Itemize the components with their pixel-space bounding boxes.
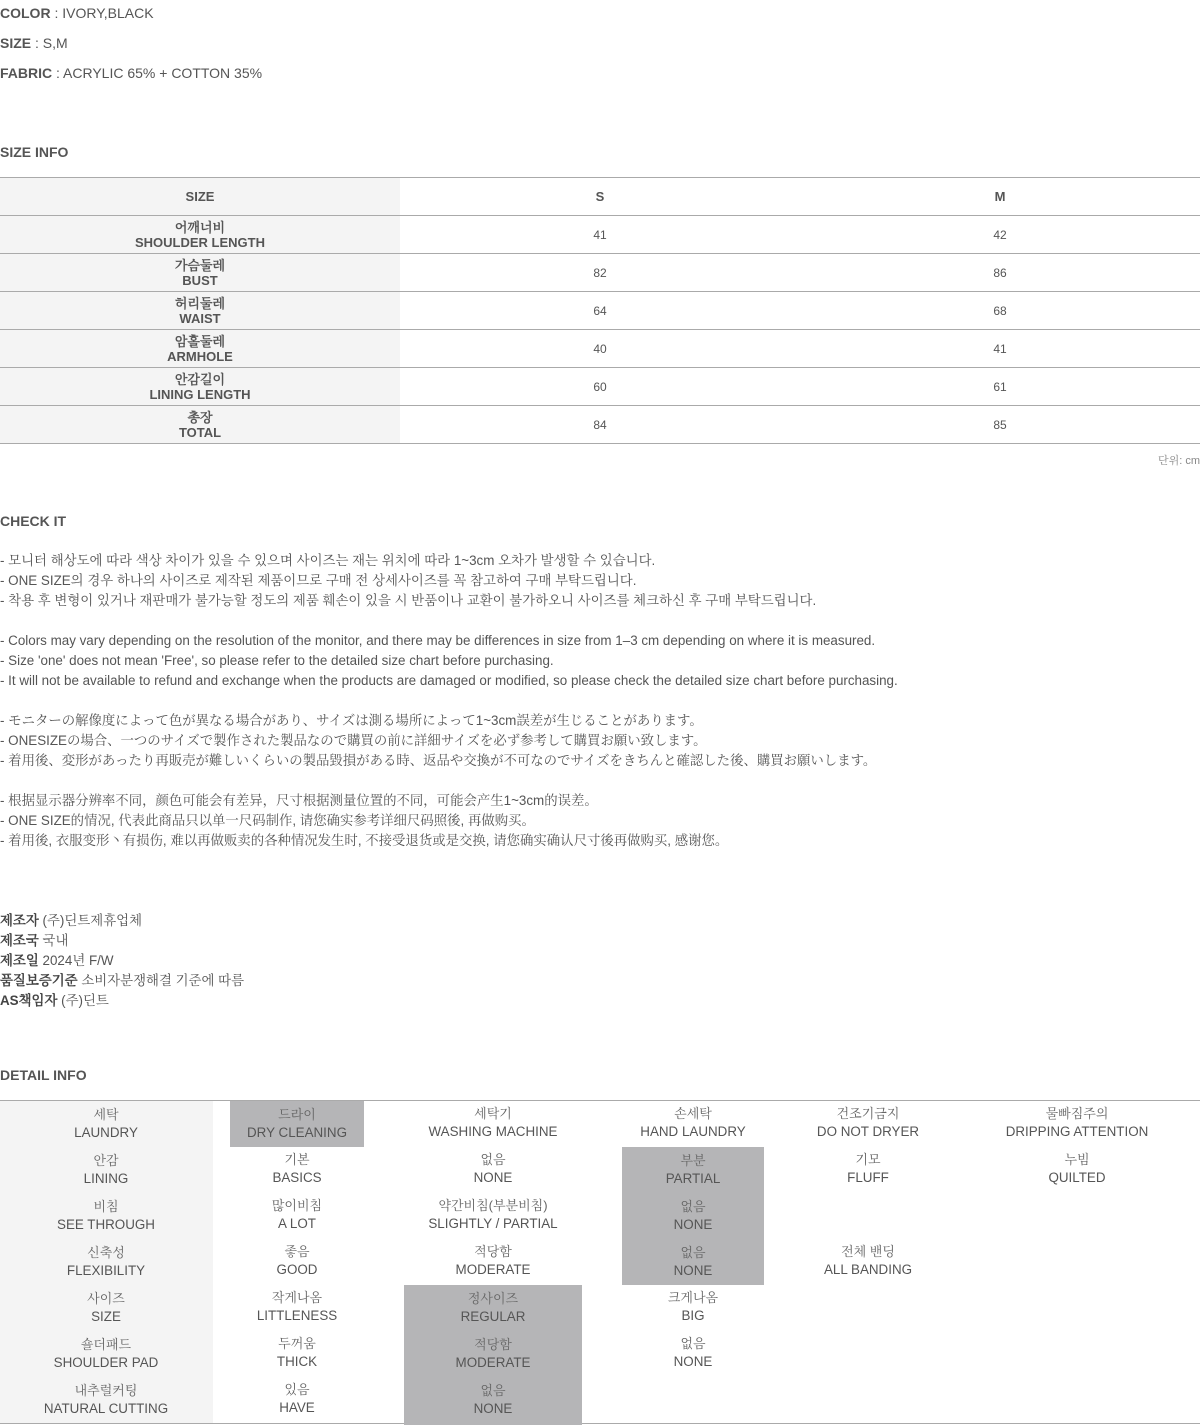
- maker-value: 소비자분쟁해결 기준에 따름: [77, 973, 245, 988]
- value-s: 60: [400, 368, 800, 406]
- option-kr: 없음: [480, 1152, 506, 1167]
- value-m: 41: [800, 330, 1200, 368]
- value-s: 82: [400, 254, 800, 292]
- note-line: - Size 'one' does not mean 'Free', so please refer to the detailed size chart before purchasing.: [0, 653, 554, 668]
- maker-label: 제조일: [0, 953, 39, 968]
- option-en: SLIGHTLY / PARTIAL: [428, 1216, 558, 1231]
- spec-value: : ACRYLIC 65% + COTTON 35%: [52, 65, 263, 81]
- option-kr: 세탁기: [474, 1106, 512, 1121]
- note-line: - 根据显示器分辨率不同，颜色可能会有差异，尺寸根据测量位置的不同，可能会产生1~3cm的误差。: [0, 793, 598, 808]
- option-kr: 손세탁: [674, 1106, 712, 1121]
- label-en: SHOULDER PAD: [53, 1355, 159, 1370]
- detail-option: [967, 1105, 1187, 1141]
- value-s: 64: [400, 292, 800, 330]
- option-kr: 많이비침: [271, 1198, 323, 1213]
- row-label: [0, 406, 400, 444]
- detail-option: [187, 1289, 407, 1325]
- option-kr: 없음: [680, 1199, 706, 1214]
- option-en: MODERATE: [455, 1355, 531, 1370]
- option-en: HAND LAUNDRY: [640, 1124, 746, 1139]
- value-s: 40: [400, 330, 800, 368]
- maker-label: 제조자: [0, 913, 39, 928]
- note-line: - It will not be available to refund and exchange when the products are damaged or modified, so please check the detailed size chart before purchasing.: [0, 673, 898, 688]
- value-m: 42: [800, 216, 1200, 254]
- row-label-kr: 허리둘레: [174, 295, 226, 311]
- row-label: [0, 254, 400, 292]
- detail-option: [187, 1335, 407, 1371]
- note-line: - Colors may vary depending on the resolution of the monitor, and there may be differences in size from 1–3 cm depending on where it is measured.: [0, 633, 876, 648]
- row-label-kr: 어깨너비: [174, 219, 226, 235]
- spec-label: COLOR: [0, 5, 51, 21]
- row-label: [0, 330, 400, 368]
- size-info-title: SIZE INFO: [0, 144, 69, 160]
- table-row: [0, 406, 1200, 444]
- detail-option: [583, 1335, 803, 1371]
- note-line: - モニターの解像度によって色が異なる場合があり、サイズは測る場所によって1~3cm誤差が生じることがあります。: [0, 713, 703, 728]
- size-table-header: [0, 178, 1200, 216]
- option-en: NONE: [673, 1354, 713, 1369]
- spec-label: FABRIC: [0, 65, 53, 81]
- option-kr: 없음: [480, 1383, 506, 1398]
- detail-option: [187, 1106, 407, 1142]
- label-en: SIZE: [91, 1309, 121, 1324]
- value-s: 84: [400, 406, 800, 444]
- row-label-en: ARMHOLE: [167, 348, 233, 364]
- table-row: [0, 292, 1200, 330]
- note-line: - 착용 후 변형이 있거나 재판매가 불가능할 정도의 제품 훼손이 있을 시 반품이나 교환이 불가하오니 사이즈를 체크하신 후 구매 부탁드립니다.: [0, 593, 817, 608]
- label-kr: 비침: [93, 1199, 119, 1214]
- option-en: LITTLENESS: [256, 1308, 338, 1323]
- label-kr: 신축성: [87, 1245, 125, 1260]
- option-kr: 작게나옴: [271, 1290, 323, 1305]
- row-label-en: TOTAL: [178, 424, 222, 440]
- detail-option: [383, 1382, 603, 1418]
- check-it-title: CHECK IT: [0, 513, 67, 529]
- notes-cn: [0, 791, 728, 851]
- label-en: FLEXIBILITY: [66, 1263, 146, 1278]
- detail-option: [758, 1243, 978, 1279]
- notes-kr: [0, 551, 816, 611]
- detail-option: [187, 1243, 407, 1279]
- detail-option: [758, 1105, 978, 1141]
- detail-row-label: [0, 1336, 216, 1372]
- label-kr: 내추럴커팅: [74, 1383, 138, 1398]
- row-label: [0, 216, 400, 254]
- option-en: PARTIAL: [665, 1171, 721, 1186]
- unit-label: 단위: cm: [1157, 455, 1200, 467]
- option-kr: 약간비침(부분비침): [438, 1198, 548, 1213]
- option-en: DO NOT DRYER: [816, 1124, 920, 1139]
- detail-option: [187, 1151, 407, 1187]
- detail-row-label: [0, 1106, 216, 1142]
- option-kr: 있음: [284, 1382, 310, 1397]
- maker-info: [0, 911, 244, 1011]
- option-kr: 없음: [680, 1245, 706, 1260]
- maker-line: [0, 951, 244, 971]
- maker-value: 국내: [38, 933, 69, 948]
- spec-value: : IVORY,BLACK: [50, 5, 154, 21]
- value-m: 85: [800, 406, 1200, 444]
- label-en: NATURAL CUTTING: [43, 1401, 169, 1416]
- option-en: NONE: [673, 1263, 713, 1278]
- option-kr: 누빔: [1064, 1152, 1090, 1167]
- value-s: 41: [400, 216, 800, 254]
- spec-label: SIZE: [0, 35, 32, 51]
- option-kr: 기모: [855, 1152, 881, 1167]
- row-label-en: WAIST: [179, 310, 221, 326]
- maker-value: (주)딘트제휴업체: [38, 913, 142, 928]
- option-en: BIG: [681, 1308, 705, 1323]
- table-row: [0, 368, 1200, 406]
- option-kr: 크게나옴: [667, 1290, 719, 1305]
- detail-option: [383, 1197, 603, 1233]
- detail-info-title: DETAIL INFO: [0, 1067, 87, 1083]
- header-size: SIZE: [0, 178, 400, 216]
- detail-row-label: [0, 1382, 216, 1418]
- row-label-kr: 암홀둘레: [174, 333, 226, 349]
- row-label-en: SHOULDER LENGTH: [135, 234, 265, 250]
- maker-line: [0, 911, 244, 931]
- detail-option: [187, 1197, 407, 1233]
- maker-line: [0, 931, 244, 951]
- option-kr: 적당함: [474, 1244, 512, 1259]
- detail-option: [383, 1151, 603, 1187]
- option-en: GOOD: [276, 1262, 318, 1277]
- option-en: QUILTED: [1048, 1170, 1106, 1185]
- detail-option: [583, 1198, 803, 1234]
- detail-option: [383, 1243, 603, 1279]
- option-kr: 물빠짐주의: [1045, 1106, 1109, 1121]
- option-kr: 부분: [680, 1153, 706, 1168]
- detail-option: [187, 1381, 407, 1417]
- option-kr: 두꺼움: [278, 1336, 316, 1351]
- option-en: NONE: [673, 1217, 713, 1232]
- detail-grid: [0, 1100, 1200, 1424]
- value-m: 68: [800, 292, 1200, 330]
- option-en: ALL BANDING: [823, 1262, 913, 1277]
- maker-value: 2024년 F/W: [38, 953, 114, 968]
- option-kr: 건조기금지: [836, 1106, 900, 1121]
- header-m: M: [800, 178, 1200, 216]
- maker-label: 품질보증기준: [0, 973, 78, 988]
- spec-color: [0, 5, 154, 21]
- detail-row-label: [0, 1290, 216, 1326]
- option-kr: 정사이즈: [467, 1291, 519, 1306]
- maker-line: [0, 971, 244, 991]
- label-en: LINING: [83, 1171, 129, 1186]
- detail-option: [758, 1151, 978, 1187]
- label-kr: 세탁: [93, 1107, 119, 1122]
- label-en: LAUNDRY: [74, 1125, 138, 1140]
- option-en: DRY CLEANING: [247, 1125, 347, 1140]
- option-en: HAVE: [279, 1400, 315, 1415]
- label-kr: 숄더패드: [80, 1337, 132, 1352]
- row-label-kr: 가슴둘레: [174, 257, 226, 273]
- option-en: NONE: [473, 1170, 513, 1185]
- value-m: 86: [800, 254, 1200, 292]
- value-m: 61: [800, 368, 1200, 406]
- detail-option: [383, 1336, 603, 1372]
- option-kr: 좋음: [284, 1244, 310, 1259]
- option-en: DRIPPING ATTENTION: [1005, 1124, 1149, 1139]
- detail-row-label: [0, 1244, 216, 1280]
- option-en: MODERATE: [455, 1262, 531, 1277]
- spec-value: : S,M: [31, 35, 68, 51]
- option-en: NONE: [473, 1401, 513, 1416]
- option-kr: 기본: [284, 1152, 310, 1167]
- header-s: S: [400, 178, 800, 216]
- detail-row-label: [0, 1198, 216, 1234]
- row-label-en: BUST: [182, 272, 218, 288]
- notes-en: [0, 631, 898, 691]
- note-line: - ONE SIZE的情况, 代表此商品只以单一尺码制作, 请您确实参考详细尺码照後, 再做购买。: [0, 813, 535, 828]
- option-kr: 없음: [680, 1336, 706, 1351]
- maker-value: (주)딘트: [57, 993, 109, 1008]
- detail-option: [383, 1105, 603, 1141]
- option-kr: 전체 밴딩: [841, 1244, 895, 1259]
- row-label-kr: 총장: [187, 409, 213, 425]
- option-en: BASICS: [272, 1170, 322, 1185]
- option-en: FLUFF: [847, 1170, 889, 1185]
- maker-label: AS책임자: [0, 993, 58, 1008]
- spec-fabric: [0, 65, 262, 81]
- option-en: A LOT: [278, 1216, 316, 1231]
- detail-row-label: [0, 1152, 216, 1188]
- size-table: [0, 177, 1200, 444]
- table-row: [0, 216, 1200, 254]
- row-label: [0, 368, 400, 406]
- maker-label: 제조국: [0, 933, 39, 948]
- row-label-kr: 안감길이: [174, 371, 226, 387]
- note-line: - 모니터 해상도에 따라 색상 차이가 있을 수 있으며 사이즈는 재는 위치에 따라 1~3cm 오차가 발생할 수 있습니다.: [0, 553, 656, 568]
- note-line: - 着用後, 衣服变形丶有损伤, 难以再做贩卖的各种情况发生时, 不接受退货或是交换, 请您确实确认尺寸後再做购买, 感谢您。: [0, 833, 729, 848]
- row-label-en: LINING LENGTH: [149, 386, 251, 402]
- detail-option: [967, 1151, 1187, 1187]
- label-kr: 안감: [93, 1153, 119, 1168]
- detail-option: [383, 1290, 603, 1326]
- option-kr: 적당함: [474, 1337, 512, 1352]
- maker-line: [0, 991, 244, 1011]
- table-row: [0, 330, 1200, 368]
- table-row: [0, 254, 1200, 292]
- label-en: SEE THROUGH: [57, 1217, 155, 1232]
- option-kr: 드라이: [278, 1107, 316, 1122]
- notes-jp: [0, 711, 876, 771]
- label-kr: 사이즈: [87, 1291, 125, 1306]
- option-en: REGULAR: [460, 1309, 526, 1324]
- row-label: [0, 292, 400, 330]
- note-line: - ONE SIZE의 경우 하나의 사이즈로 제작된 제품이므로 구매 전 상세사이즈를 꼭 참고하여 구매 부탁드립니다.: [0, 573, 637, 588]
- detail-option: [583, 1289, 803, 1325]
- option-en: WASHING MACHINE: [428, 1124, 558, 1139]
- spec-size: [0, 35, 68, 51]
- note-line: - 着用後、変形があったり再販売が難しいくらいの製品毀損がある時、返品や交換が不可なのでサイズをきちんと確認した後、購買お願いします。: [0, 753, 877, 768]
- note-line: - ONESIZEの場合、一つのサイズで製作された製品なので購買の前に詳細サイズを必ず参考して購買お願い致します。: [0, 733, 707, 748]
- option-en: THICK: [276, 1354, 318, 1369]
